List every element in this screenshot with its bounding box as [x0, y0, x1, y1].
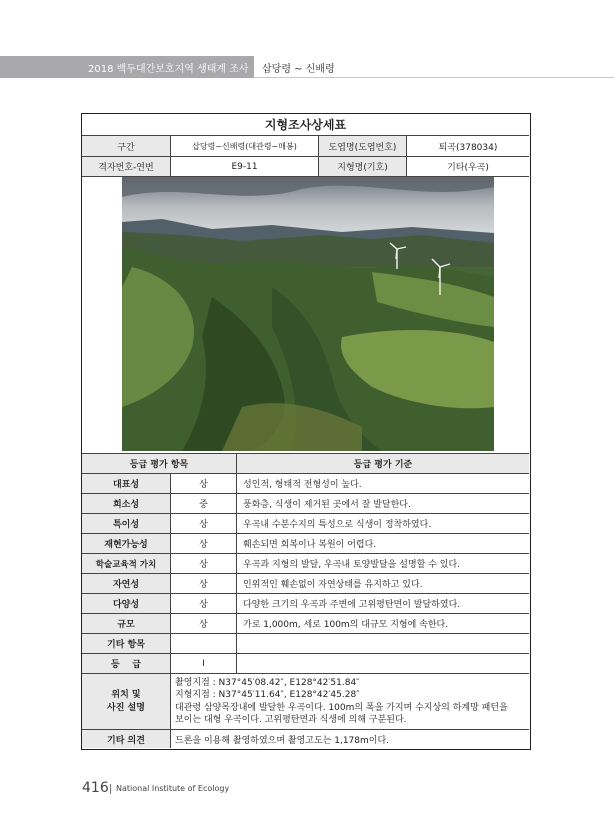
report-title: 2018 백두대간보호지역 생태계 조사 — [88, 64, 249, 75]
grade-criteria — [236, 634, 529, 653]
info-value: 기타(우곡) — [406, 157, 529, 176]
grade-criteria: 인위적인 훼손없이 자연상태를 유지하고 있다. — [236, 574, 529, 593]
grade-value: 상 — [170, 594, 236, 613]
grade-row — [82, 513, 529, 533]
info-value: 퇴곡(378034) — [406, 136, 529, 156]
grade-value: 상 — [170, 534, 236, 553]
grade-criteria: 다양한 크기의 우곡과 주변에 고위평탄면이 발달하였다. — [236, 594, 529, 613]
other-label: 기타 의견 — [82, 730, 170, 748]
grade-row — [82, 473, 529, 493]
grade-row — [82, 613, 529, 633]
grade-row — [82, 533, 529, 553]
section-title: 삽당령 ~ 신배령 — [262, 64, 335, 75]
grade-item: 특이성 — [82, 514, 170, 533]
grade-criteria-header: 등급 평가 기준 — [236, 454, 529, 473]
grade-row — [82, 493, 529, 513]
grade-criteria: 훼손되면 회복이나 복원이 어렵다. — [236, 534, 529, 553]
location-description — [170, 674, 529, 729]
aerial-landscape-image — [122, 177, 494, 451]
info-value: 삽당령~신배령(대관령~매봉) — [170, 136, 318, 156]
grade-row — [82, 593, 529, 613]
sheet-title: 지형조사상세표 — [264, 118, 347, 132]
location-label-line: 위치 및 — [111, 689, 141, 700]
other-text: 드론을 이용해 촬영하였으며 촬영고도는 1,178m이다. — [170, 730, 529, 748]
grade-item: 학술교육적 가치 — [82, 554, 170, 573]
grade-value: 상 — [170, 514, 236, 533]
grade-item: 자연성 — [82, 574, 170, 593]
other-row — [82, 729, 529, 748]
grade-item: 등 급 — [82, 654, 170, 673]
aerial-photo — [122, 177, 494, 451]
grade-value: 상 — [170, 474, 236, 493]
location-line: 지형지점 : N37°45′11.64″, E128°42′45.28″ — [175, 690, 360, 700]
footer-org: National Institute of Ecology — [116, 784, 230, 793]
grade-value: Ⅰ — [170, 654, 236, 673]
grade-value — [170, 634, 236, 653]
grade-row — [82, 553, 529, 573]
survey-sheet — [81, 113, 531, 750]
grade-criteria: 우곡과 지형의 발달, 우곡내 토양발달을 설명할 수 있다. — [236, 554, 529, 573]
grade-value: 상 — [170, 554, 236, 573]
grade-item-header: 등급 평가 항목 — [82, 454, 236, 473]
grade-item: 희소성 — [82, 494, 170, 513]
grade-row — [82, 653, 529, 673]
grade-row — [82, 573, 529, 593]
grade-criteria: 성인적, 형태적 전형성이 높다. — [236, 474, 529, 493]
info-label: 도엽명(도엽번호) — [318, 136, 406, 156]
grade-value: 상 — [170, 574, 236, 593]
location-line: 촬영지점 : N37°45′08.42″, E128°42′51.84″ — [175, 677, 360, 688]
grade-criteria: 풍화층, 식생이 제거된 곳에서 잘 발달한다. — [236, 494, 529, 513]
grade-header-row — [82, 453, 529, 473]
location-label-line: 사진 설명 — [107, 702, 145, 713]
header-rule — [254, 77, 614, 78]
location-label — [82, 674, 170, 729]
grade-item: 규모 — [82, 614, 170, 633]
footer-divider — [110, 784, 111, 794]
location-row — [82, 673, 529, 729]
grade-item: 재현가능성 — [82, 534, 170, 553]
grade-item: 기타 항목 — [82, 634, 170, 653]
info-row — [82, 156, 529, 176]
info-label: 격자번호-연번 — [82, 157, 170, 176]
sheet-title-row — [82, 114, 529, 135]
grade-item: 다양성 — [82, 594, 170, 613]
info-label: 구간 — [82, 136, 170, 156]
info-value: E9-11 — [170, 157, 318, 176]
location-line: 보이는 대형 우곡이다. 고위평탄면과 식생에 의해 구분된다. — [175, 715, 407, 725]
grade-criteria — [236, 654, 529, 673]
info-label: 지형명(기호) — [318, 157, 406, 176]
grade-item: 대표성 — [82, 474, 170, 493]
running-header — [0, 56, 614, 78]
page-number: 416 — [82, 780, 109, 796]
grade-criteria: 가로 1,000m, 세로 100m의 대규모 지형에 속한다. — [236, 614, 529, 633]
grade-row — [82, 633, 529, 653]
grade-criteria: 우곡내 수분수지의 특성으로 식생이 정착하였다. — [236, 514, 529, 533]
grade-value: 중 — [170, 494, 236, 513]
location-line: 대관령 삼양목장내에 발달한 우곡이다. 100m의 폭을 가지며 수지상의 하계망 패턴을 — [175, 702, 508, 713]
grade-value: 상 — [170, 614, 236, 633]
info-row — [82, 135, 529, 156]
